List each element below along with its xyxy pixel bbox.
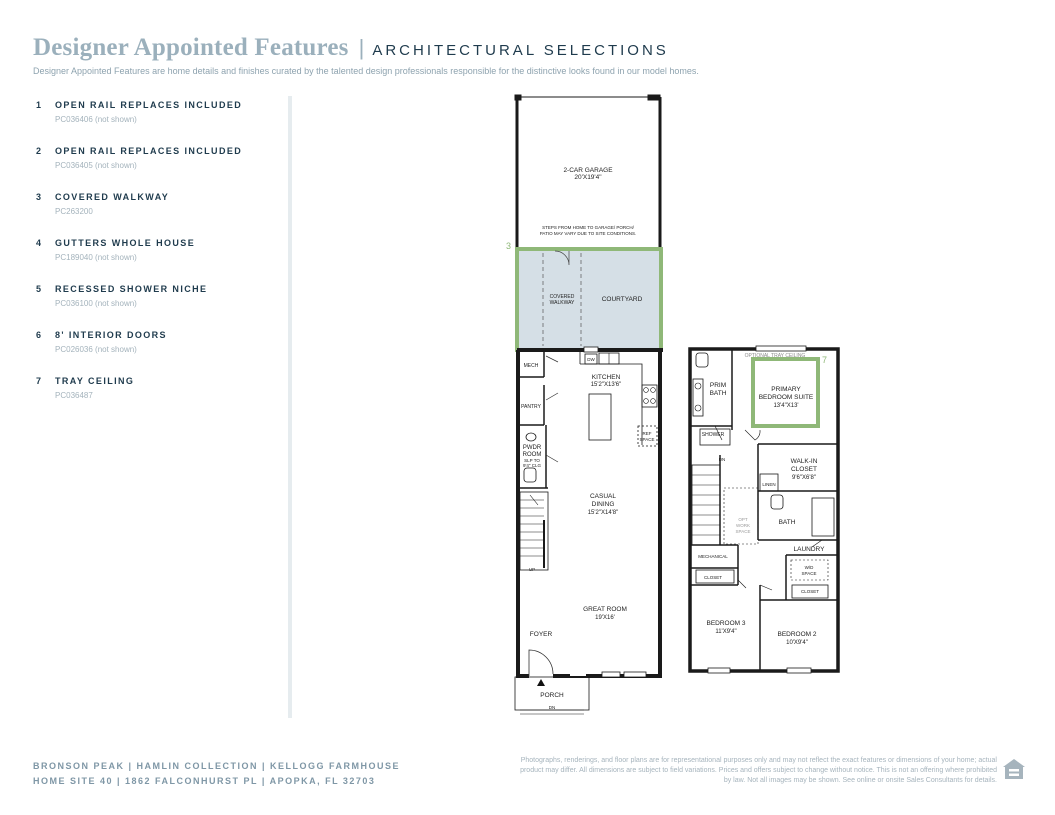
window: [584, 347, 598, 352]
feature-marker-7: 7: [822, 355, 828, 365]
garage-post: [648, 95, 660, 100]
ref-space: [638, 426, 657, 446]
shower-label: SHOWER: [701, 432, 725, 438]
bedroom2-label: BEDROOM 2: [777, 631, 817, 638]
garage-post: [515, 95, 521, 100]
mechanical-label: MECHANICAL: [698, 554, 728, 559]
mech-door: [546, 356, 558, 362]
feature-name: 8' INTERIOR DOORS: [55, 330, 167, 340]
kitchen-island: [589, 394, 611, 440]
bedroom2-dim: 10'X9'4": [786, 640, 808, 646]
garage-label: 2-CAR GARAGE: [563, 167, 613, 174]
community-info: [33, 759, 400, 789]
porch-dn-label: DN: [548, 705, 556, 710]
dw-label: DW: [587, 357, 595, 362]
feature-name: OPEN RAIL REPLACES INCLUDED: [55, 146, 243, 156]
garage-dim: 20'X19'4": [574, 174, 602, 181]
slp-label: SLP TO: [524, 458, 540, 463]
up-label: UP: [528, 567, 536, 572]
window: [708, 668, 730, 673]
steps-note: STEPS FROM HOME TO GARAGE/ PORCH/: [542, 225, 634, 230]
feature-name: TRAY CEILING: [55, 376, 135, 386]
closet-label: CLOSET: [703, 575, 723, 580]
slp-label: 9'4" CLG: [523, 463, 541, 468]
homesite-line: HOME SITE 40 | 1862 FALCONHURST PL | APOPKA, FL 32703: [33, 776, 376, 786]
stair-dn-label: DN: [718, 457, 726, 462]
pwdr-toilet: [524, 468, 536, 482]
window: [787, 668, 811, 673]
great-room-label: GREAT ROOM: [583, 606, 627, 613]
feature-name: OPEN RAIL REPLACES INCLUDED: [55, 100, 243, 110]
wd-space-label: SPACE: [801, 571, 817, 576]
ref-label: REF: [642, 431, 652, 436]
opt-work-label: WORK: [736, 523, 750, 528]
bedroom3-label: BEDROOM 3: [706, 620, 746, 627]
intro-text: Designer Appointed Features are home details and finishes curated by the talented design professionals responsible for the distinctive looks found in our model homes.: [33, 66, 699, 76]
equal-housing-icon: [1001, 757, 1027, 783]
feature-code: PC036487: [55, 391, 93, 400]
great-room-dim: 19'X16': [595, 615, 615, 621]
opt-work-label: SPACE: [735, 529, 751, 534]
covered-walkway-label: COVERED: [549, 294, 575, 300]
kitchen-dim: 15'2"X13'6": [590, 382, 622, 388]
feature-code: PC036405 (not shown): [55, 161, 137, 170]
wd-space-label: W/D: [804, 565, 814, 570]
bath-tub: [812, 498, 834, 536]
feature-code: PC036406 (not shown): [55, 115, 137, 124]
feature-code: PC189040 (not shown): [55, 253, 137, 262]
pwdr-label: PWDR: [522, 445, 542, 451]
prim-bath-label: PRIM: [709, 382, 727, 389]
linen-label: LINEN: [762, 482, 776, 487]
feature-number: 2: [36, 146, 42, 156]
feature-number: 7: [36, 376, 42, 386]
covered-walkway-label: WALKWAY: [549, 300, 575, 306]
walkin-closet-label: WALK-IN: [790, 458, 818, 465]
pantry-door: [546, 393, 558, 400]
community-line: BRONSON PEAK | HAMLIN COLLECTION | KELLOGG FARMHOUSE: [33, 761, 401, 771]
vanity: [693, 379, 703, 416]
primary-door: [745, 430, 760, 440]
feature-marker-3: 3: [506, 241, 512, 251]
entry-door-swing: [529, 650, 553, 676]
feature-number: 4: [36, 238, 42, 248]
casual-dining-dim: 15'2"X14'8": [587, 510, 619, 516]
pwdr-label: ROOM: [522, 452, 542, 458]
primary-suite-label: BEDROOM SUITE: [758, 394, 814, 401]
pwdr-door: [546, 455, 558, 462]
porch-label: PORCH: [540, 692, 564, 699]
toilet: [696, 353, 708, 367]
bath-toilet: [771, 495, 783, 509]
prim-bath-label: BATH: [709, 390, 727, 397]
upper-stair-treads: [692, 475, 720, 535]
bedroom3-dim: 11'X9'4": [715, 629, 737, 635]
feature-code: PC026036 (not shown): [55, 345, 137, 354]
steps-note: PATIO MAY VARY DUE TO SITE CONDITIONS.: [539, 231, 637, 236]
walkin-closet-label: CLOSET: [790, 466, 818, 473]
page-subtitle: ARCHITECTURAL SELECTIONS: [372, 42, 669, 59]
window: [624, 672, 646, 677]
stair-treads: [520, 500, 544, 556]
feature-number: 3: [36, 192, 42, 202]
tray-ceiling-note: OPTIONAL TRAY CEILING: [744, 353, 806, 359]
opt-work-label: OPT: [738, 517, 748, 522]
disclaimer: Photographs, renderings, and floor plans are for representational purposes only and may not reflect the exact features or dimensions of your home; actual product may differ. All dimensions are subject to field variations. Prices and offers subject to change without notice. This is not an offering where prohibited by law. Not all images may be shown. See online or onsite Sales Consultants for details.: [520, 757, 997, 784]
feature-code: PC263200: [55, 207, 93, 216]
primary-suite-label: PRIMARY: [771, 386, 801, 393]
primary-suite-dim: 13'4"X13': [773, 403, 799, 409]
mech-label: MECH: [523, 363, 539, 369]
feature-name: COVERED WALKWAY: [55, 192, 170, 202]
ref-label: SPACE: [639, 437, 655, 442]
walkin-closet-dim: 9'6"X6'8": [792, 475, 816, 481]
pantry-label: PANTRY: [521, 404, 541, 410]
feature-number: 5: [36, 284, 42, 294]
casual-dining-label: DINING: [591, 501, 615, 508]
closet-label: CLOSET: [800, 589, 820, 594]
laundry-label: LAUNDRY: [793, 546, 825, 553]
window: [756, 346, 806, 351]
feature-number: 6: [36, 330, 42, 340]
courtyard-label: COURTYARD: [601, 296, 643, 303]
title-divider: |: [358, 35, 365, 60]
feature-name: RECESSED SHOWER NICHE: [55, 284, 208, 294]
pwdr-sink: [526, 433, 536, 441]
kitchen-label: KITCHEN: [591, 374, 621, 381]
feature-number: 1: [36, 100, 42, 110]
feature-code: PC036100 (not shown): [55, 299, 137, 308]
feature-name: GUTTERS WHOLE HOUSE: [55, 238, 196, 248]
opt-work-space: [724, 488, 758, 544]
window: [602, 672, 620, 677]
bath-label: BATH: [778, 519, 796, 526]
entry-arrow: [537, 679, 545, 686]
wd-space: [791, 560, 828, 580]
foyer-label: FOYER: [529, 631, 553, 638]
casual-dining-label: CASUAL: [589, 493, 617, 500]
page-title: Designer Appointed Features: [33, 34, 349, 61]
